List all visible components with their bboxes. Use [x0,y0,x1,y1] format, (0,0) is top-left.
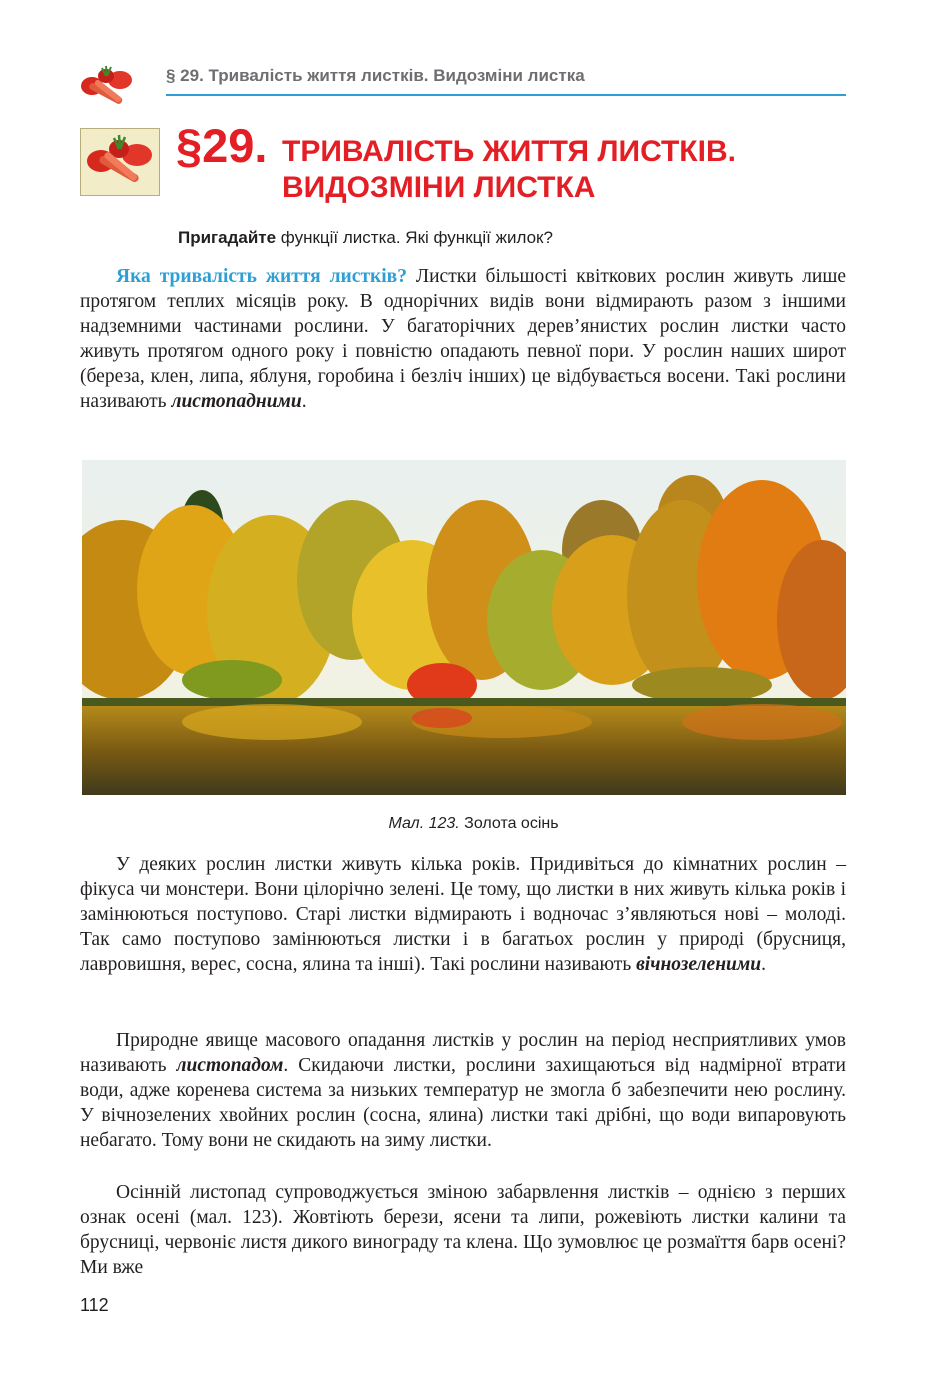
title-line-2: ВИДОЗМІНИ ЛИСТКА [282,171,596,204]
term-leaf-fall: листопадом [176,1055,284,1076]
paragraph-1-end: . [301,391,307,412]
paragraph-1-lead: Яка тривалість життя листків? [116,266,407,287]
figure-caption [0,815,947,833]
figure-caption-text: Золота осінь [459,815,559,832]
term-deciduous: листопадними [171,391,302,412]
chapter-emblem-icon [80,128,160,196]
paragraph-3-end: . Скидаючи листки, рослини захищаються від надмірної втрати води, адже коренева система за низьких температур не змогла б забезпечити нею рослину. У вічнозелених хвойних рослин (сосна, ялина) листки такі дрібні, що води випаровують небагато. Тому вони не скидають на зиму листки. [80,1055,846,1151]
running-head: § 29. Тривалість життя листків. Видозміни листка [166,62,846,96]
figure-label: Мал. 123. [388,815,460,832]
header-flower-icon [78,62,136,112]
paragraph-3-text: Природне явище масового опадання листків у рослин на період несприятливих умов називають [80,1030,846,1076]
recall-text: функції листка. Які функції жилок? [276,228,553,247]
paragraph-2-end: . [761,954,766,975]
paragraph-4-text: Осінній листопад супроводжується зміною забарвлення листків – однією з перших ознак осені (мал. 123). Жовтіють берези, ясени та липи, рожевіють листки калини та брусниці, червоніє листя дикого винограду та клена. Що зумовлює це розмаїття барв осені? Ми вже [80,1182,846,1278]
paragraph-2-text: У деяких рослин листки живуть кілька років. Придивіться до кімнатних рослин – фікуса чи монстери. Вони цілорічно зелені. Це тому, що листки в них живуть кілька років і замінюються поступово. Старі листки відмирають і водночас з’являються нові – молоді. Так само поступово замінюються листки і в багатьох рослин у природі (брусниця, лавровишня, верес, сосна, ялина та інші). Такі рослини називають [80,854,846,975]
paragraph-1 [80,264,846,414]
recall-prompt [178,228,553,248]
paragraph-1-text: Листки більшості квіткових рослин живуть лише протягом теплих місяців року. В однорічних видів вони відмирають разом з іншими надземними частинами рослини. У багаторічних дерев’янистих рослин листки часто живуть протягом одного року і повністю опадають певної пори. У рослин наших широт (береза, клен, липа, яблуня, горобина і безліч інших) це відбувається восени. Такі рослини називають [80,266,846,412]
section-number: §29. [176,119,268,172]
paragraph-3 [80,1028,846,1153]
page-number: 112 [80,1295,109,1315]
paragraph-4 [80,1180,846,1280]
title-line-1: ТРИВАЛІСТЬ ЖИТТЯ ЛИСТКІВ. [282,135,736,168]
term-evergreen: вічнозеленими [636,954,762,975]
paragraph-2 [80,852,846,977]
recall-label: Пригадайте [178,228,277,247]
autumn-forest-photo [82,460,846,795]
